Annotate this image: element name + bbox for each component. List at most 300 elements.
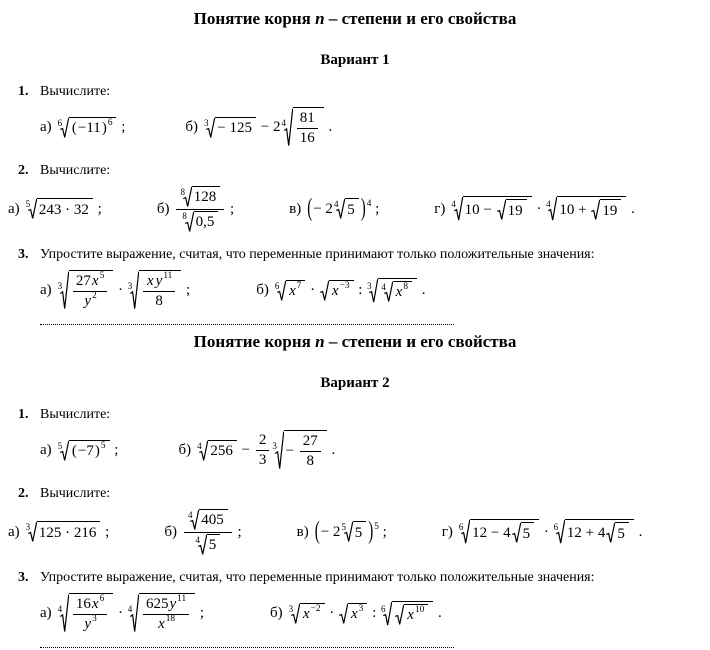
math-root-index: 5 [57, 440, 63, 451]
math-root [554, 519, 634, 545]
math-root-index: 6 [57, 117, 63, 128]
math-text: · [114, 605, 127, 622]
math-parentheses [314, 517, 374, 546]
math-root-index: 3 [25, 522, 31, 533]
math-radicand [557, 196, 626, 222]
math-root-index: 8 [180, 186, 185, 197]
math-radicand [565, 519, 634, 545]
math-numerator [143, 273, 175, 292]
math-text: 625 [145, 596, 169, 613]
variant-1-section [6, 9, 704, 325]
title-n-variable: n [315, 332, 325, 352]
math-root-index: 6 [553, 522, 559, 533]
math-superscript: 2 [92, 291, 97, 302]
math-root [188, 509, 228, 531]
problem-3 [6, 247, 704, 311]
math-radicand [215, 117, 256, 139]
math-superscript: 5 [100, 441, 106, 452]
math-radicand [329, 280, 354, 302]
math-text: 0,5 [195, 213, 215, 230]
exercise-item [185, 107, 332, 148]
math-variable: x [351, 606, 358, 623]
math-root [180, 186, 220, 208]
math-formula [196, 430, 335, 471]
math-root-index: 4 [546, 199, 551, 210]
math-variable: x [395, 284, 403, 301]
math-text: 5 [522, 525, 531, 542]
math-variable: y [169, 596, 177, 613]
item-label: а) [40, 119, 52, 135]
math-radicand [521, 522, 535, 544]
math-fraction [300, 433, 321, 470]
math-variable: x [331, 283, 339, 300]
math-superscript: 3 [92, 614, 97, 625]
math-root [606, 522, 629, 544]
exercise-item [8, 521, 109, 543]
problem-header [18, 570, 704, 586]
math-text: 128 [193, 189, 217, 206]
math-root-index: 3 [127, 280, 133, 291]
math-denominator [297, 129, 318, 147]
math-radicand [69, 440, 110, 462]
math-radicand [69, 593, 113, 634]
math-text: ; [226, 200, 235, 217]
math-root-index: 4 [195, 534, 200, 545]
math-root [546, 196, 626, 222]
radical-sign-icon [395, 604, 404, 626]
math-text: . [327, 442, 336, 459]
page-title [6, 332, 704, 352]
math-text: 8 [306, 453, 315, 470]
math-radicand [37, 198, 93, 220]
math-superscript: −2 [310, 604, 321, 615]
math-variable: x [289, 283, 296, 300]
math-text: · [114, 282, 127, 299]
math-root-index: 6 [274, 280, 280, 291]
math-text: 3 [258, 452, 267, 469]
math-root [58, 117, 117, 139]
math-variable: x [91, 596, 99, 613]
math-text: ; [117, 119, 126, 135]
problem-number: 2. [18, 486, 29, 502]
math-root-index: 4 [187, 510, 193, 521]
problem-header [18, 84, 704, 100]
math-root-index: 6 [458, 522, 464, 533]
math-text: ; [196, 605, 205, 622]
math-text: − 125 [217, 120, 252, 136]
math-superscript: 4 [366, 198, 372, 209]
math-text: 19 [507, 202, 523, 219]
math-root-index: 5 [341, 522, 346, 533]
math-root-index: 4 [57, 603, 63, 614]
math-text: 5 [208, 537, 217, 554]
radical-sign-icon [512, 522, 521, 544]
page-title [6, 9, 704, 29]
problem-text: Упростите выражение, считая, что переменные принимают только положительные значения: [40, 247, 595, 263]
math-root [381, 601, 433, 627]
math-denominator [154, 615, 178, 633]
math-radicand [392, 601, 433, 627]
math-root-index: 8 [182, 211, 187, 222]
math-root-index: 6 [381, 603, 386, 614]
math-formula [203, 107, 332, 148]
math-root [341, 521, 366, 543]
math-root-index: 3 [288, 603, 294, 614]
math-root-index: 4 [281, 117, 286, 128]
problem-number: 3. [18, 570, 29, 586]
math-superscript: 18 [165, 614, 176, 625]
math-superscript: 10 [414, 605, 425, 616]
math-text: 12 + 4 [566, 524, 606, 541]
item-label: в) [289, 200, 302, 217]
math-text: 5 [347, 201, 355, 218]
math-root [26, 198, 93, 220]
math-denominator [80, 292, 99, 310]
math-text: 16 [75, 596, 91, 613]
exercise-item [157, 186, 234, 232]
math-root [58, 440, 110, 462]
title-post: – степени и его свойства [324, 332, 517, 352]
math-variable: x [146, 273, 154, 290]
math-text: ; [182, 282, 191, 299]
problem-header [18, 486, 704, 502]
math-denominator [80, 615, 99, 633]
exercise-item [178, 430, 335, 471]
math-text: 243 · 32 [38, 201, 89, 218]
math-root [289, 603, 325, 625]
math-parentheses [71, 443, 101, 460]
math-fraction [176, 186, 224, 232]
math-radicand [600, 199, 621, 221]
problem-2 [6, 163, 704, 232]
math-superscript: 7 [296, 281, 302, 292]
math-numerator [297, 110, 318, 129]
math-root [591, 199, 621, 221]
problem-items [40, 430, 704, 471]
right-paren-icon: ) [368, 517, 374, 546]
right-paren-icon: ) [101, 120, 107, 136]
math-formula [274, 278, 426, 304]
problem-header [18, 163, 704, 179]
item-label: в) [296, 523, 309, 540]
math-root [497, 199, 527, 221]
item-label: а) [40, 605, 52, 622]
math-variable: x [407, 607, 414, 624]
left-paren-icon: ( [314, 517, 320, 546]
radical-sign-icon [606, 522, 615, 544]
problem-1 [6, 407, 704, 471]
math-radicand [208, 440, 237, 462]
problem-text: Вычислите: [40, 84, 111, 99]
math-root [281, 107, 323, 148]
item-label: б) [185, 119, 199, 135]
math-fraction [297, 110, 318, 147]
math-text: ; [233, 523, 242, 540]
math-root [58, 270, 114, 311]
item-label: а) [8, 200, 20, 217]
math-radicand [463, 196, 532, 222]
problem-items [8, 186, 704, 232]
math-text: 27 [302, 433, 318, 450]
math-root [334, 198, 359, 220]
math-fraction [73, 273, 107, 310]
exercise-item [40, 270, 190, 311]
exercise-item [289, 194, 380, 222]
math-radicand [139, 270, 181, 311]
math-root [204, 117, 256, 139]
math-formula [25, 521, 110, 543]
problem-items [40, 270, 704, 311]
math-radicand [470, 519, 539, 545]
problem-3 [6, 570, 704, 634]
math-root-index: 3 [272, 440, 277, 451]
item-label: а) [40, 282, 52, 299]
math-variable: y [84, 293, 92, 310]
math-radicand [345, 198, 359, 220]
math-formula [25, 198, 102, 220]
math-radicand [192, 186, 221, 208]
math-numerator [176, 186, 224, 210]
problem-number: 3. [18, 247, 29, 263]
item-label: б) [178, 442, 192, 459]
math-fraction [143, 596, 189, 633]
math-text: − 2 [257, 119, 281, 135]
math-text: 2 [258, 432, 267, 449]
math-text: ; [371, 200, 380, 217]
item-label: а) [40, 442, 52, 459]
exercise-item [40, 440, 118, 462]
math-root-index: 4 [381, 281, 386, 292]
exercise-item [434, 196, 635, 222]
math-text: ; [110, 442, 119, 459]
math-root [58, 593, 114, 634]
item-label: г) [434, 200, 446, 217]
math-text: 16 [299, 130, 315, 146]
math-root [381, 281, 412, 303]
exercise-item [256, 278, 425, 304]
item-label: б) [156, 200, 170, 217]
math-text: : [354, 282, 367, 299]
math-radicand [284, 430, 327, 471]
math-radicand [293, 107, 324, 148]
math-numerator [256, 432, 270, 451]
math-superscript: 11 [177, 594, 187, 605]
math-numerator [300, 433, 321, 452]
problem-header [18, 247, 704, 263]
item-label: г) [441, 523, 453, 540]
item-label: б) [256, 282, 269, 299]
math-formula [57, 270, 191, 311]
math-fraction [184, 509, 232, 555]
math-variable: y [84, 616, 92, 633]
math-radicand [348, 603, 367, 625]
math-radicand [353, 521, 367, 543]
math-superscript: 8 [403, 282, 408, 293]
radical-sign-icon [320, 280, 329, 302]
math-text: · [540, 523, 553, 540]
math-parentheses [306, 194, 366, 222]
math-text: · [306, 282, 319, 299]
math-root-index: 4 [127, 603, 133, 614]
math-fraction [256, 432, 270, 469]
left-paren-icon: ( [71, 443, 77, 460]
math-variable: y [155, 273, 163, 290]
left-paren-icon: ( [71, 120, 77, 136]
math-radicand [404, 604, 428, 626]
math-root-index: 3 [57, 280, 63, 291]
math-text: − [237, 442, 254, 459]
math-formula [182, 509, 242, 555]
math-variable: x [302, 606, 310, 623]
exercise-item [296, 517, 387, 546]
divider-dotted-line [40, 324, 454, 325]
math-text: · [325, 605, 338, 622]
problem-number: 1. [18, 407, 29, 423]
math-numerator [143, 596, 189, 615]
problem-items [8, 509, 704, 555]
math-text: 10 − [464, 201, 496, 218]
math-text: 27 [75, 273, 91, 290]
math-formula [314, 517, 387, 546]
problem-number: 2. [18, 163, 29, 178]
math-text: − [285, 443, 298, 460]
math-root-index: 3 [204, 117, 209, 128]
math-radicand [194, 211, 219, 233]
problem-items [40, 593, 704, 634]
math-root [512, 522, 535, 544]
math-radicand [69, 270, 113, 311]
math-superscript: 5 [99, 271, 105, 282]
math-root-index: 4 [333, 199, 339, 210]
math-denominator [191, 533, 224, 556]
math-text: . [434, 605, 442, 622]
math-text: : [368, 605, 380, 622]
math-root-index: 5 [25, 199, 31, 210]
radical-sign-icon [497, 199, 506, 221]
problem-1 [6, 84, 704, 148]
math-formula [306, 194, 380, 222]
math-text: · [532, 200, 546, 217]
math-text: 19 [602, 202, 618, 219]
math-text: −11 [77, 120, 101, 136]
math-text: − 2 [320, 523, 341, 540]
math-superscript: 11 [163, 271, 173, 282]
item-label: а) [8, 523, 20, 540]
exercise-item [40, 117, 125, 139]
math-parentheses [71, 120, 108, 137]
math-root [272, 430, 326, 471]
math-text: 10 + [559, 201, 591, 218]
math-text: 256 [210, 443, 233, 460]
math-superscript: 5 [374, 521, 379, 532]
math-radicand [506, 199, 527, 221]
math-formula [458, 519, 642, 545]
title-n-variable: n [315, 9, 325, 28]
math-denominator [152, 292, 166, 310]
math-fraction [143, 273, 175, 310]
math-radicand [199, 509, 228, 531]
problem-2 [6, 486, 704, 555]
math-denominator [304, 452, 318, 470]
problem-text: Упростите выражение, считая, что переменные принимают только положительные значения: [40, 570, 595, 586]
math-superscript: −3 [339, 281, 350, 292]
math-superscript: 3 [358, 604, 364, 615]
math-text: ; [378, 523, 387, 540]
problem-text: Вычислите: [40, 163, 111, 178]
math-numerator [184, 509, 232, 533]
math-denominator [178, 210, 222, 233]
math-root [195, 534, 220, 556]
math-radicand [615, 522, 629, 544]
math-root [320, 280, 354, 302]
variant-2-section [6, 332, 704, 648]
math-root [367, 278, 417, 304]
math-variable: x [91, 273, 99, 290]
math-text: . [634, 523, 643, 540]
math-text: 8 [155, 293, 163, 310]
title-pre: Понятие корня [193, 332, 316, 352]
radical-sign-icon [339, 603, 348, 625]
exercise-item [8, 198, 102, 220]
math-text: . [418, 282, 426, 299]
right-paren-icon: ) [94, 443, 100, 460]
math-root-index: 4 [197, 440, 202, 451]
math-text: 125 · 216 [38, 524, 97, 541]
math-text: 81 [299, 110, 315, 126]
math-radicand [378, 278, 417, 304]
math-root [128, 270, 182, 311]
exercise-item [270, 601, 442, 627]
math-superscript: 6 [107, 117, 113, 128]
variant-title: Вариант 2 [320, 375, 390, 392]
math-text: . [324, 119, 333, 135]
math-fraction [73, 596, 107, 633]
math-root [395, 604, 428, 626]
right-paren-icon: ) [360, 194, 366, 222]
title-post: – степени и его свойства [324, 9, 517, 28]
math-formula [57, 593, 204, 634]
math-root-index: 4 [451, 199, 456, 210]
problem-number: 1. [18, 84, 29, 99]
math-root [182, 211, 218, 233]
math-variable: x [158, 616, 165, 633]
title-pre: Понятие корня [193, 9, 316, 28]
math-root [459, 519, 539, 545]
math-root [339, 603, 367, 625]
math-formula [450, 196, 634, 222]
math-text: 5 [617, 525, 625, 542]
problem-header [18, 407, 704, 423]
math-radicand [300, 603, 325, 625]
math-formula [288, 601, 442, 627]
left-paren-icon: ( [307, 194, 313, 222]
math-radicand [286, 280, 305, 302]
exercise-item [40, 593, 204, 634]
math-text: 405 [201, 512, 224, 529]
problem-items [40, 107, 704, 148]
exercise-item [442, 519, 643, 545]
math-root [275, 280, 306, 302]
exercise-item [164, 509, 241, 555]
math-numerator [73, 596, 107, 615]
math-text: . [627, 200, 635, 217]
math-text: 12 − 4 [472, 524, 511, 541]
variant-title: Вариант 1 [320, 52, 390, 68]
math-formula [57, 440, 119, 462]
math-radicand [69, 117, 117, 139]
math-superscript: 6 [99, 594, 105, 605]
radical-sign-icon [591, 199, 600, 221]
